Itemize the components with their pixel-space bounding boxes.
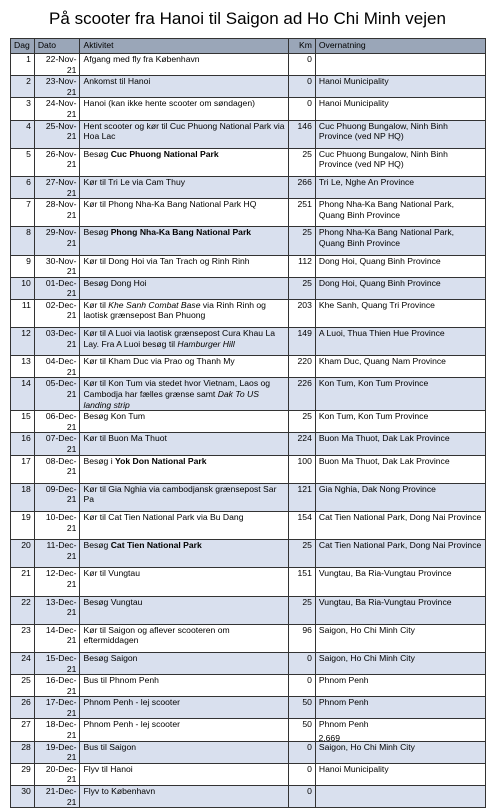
cell-dag: 30 <box>11 786 35 808</box>
aktivitet-text: Flyv til Hanoi <box>83 763 133 774</box>
cell-aktivitet <box>80 697 288 719</box>
cell-aktivitet <box>80 675 288 697</box>
cell-km: 220 <box>288 356 315 378</box>
cell-overnatning: Tri Le, Nghe An Province <box>315 176 485 198</box>
aktivitet-text: Besøg <box>83 227 111 238</box>
cell-aktivitet <box>80 455 288 483</box>
table-row <box>11 299 486 327</box>
cell-km: 203 <box>288 299 315 327</box>
cell-overnatning: Gia Nghia, Dak Nong Province <box>315 483 485 511</box>
cell-dato: 04-Dec-21 <box>34 356 80 378</box>
cell-dato: 10-Dec-21 <box>34 511 80 539</box>
cell-aktivitet <box>80 199 288 227</box>
table-row <box>11 675 486 697</box>
cell-km: 224 <box>288 433 315 455</box>
aktivitet-text: Flyv to København <box>83 786 156 797</box>
table-row <box>11 511 486 539</box>
cell-dato: 30-Nov-21 <box>34 255 80 277</box>
aktivitet-text: Kør til Kon Tum via stedet hvor Vietnam, Laos og Cambodja har fælles grænse samt <box>83 378 271 400</box>
aktivitet-text: via Rinh Rinh og laotisk grænsepost Ban Phuong <box>83 299 266 321</box>
aktivitet-text: Kør til A Luoi via laotisk grænsepost Cura Khau La Lay. Fra A Luoi besøg til <box>83 328 276 349</box>
cell-dato: 15-Dec-21 <box>34 652 80 674</box>
cell-dato: 12-Dec-21 <box>34 568 80 596</box>
cell-dato: 24-Nov-21 <box>34 98 80 120</box>
cell-dag: 5 <box>11 148 35 176</box>
cell-aktivitet <box>80 652 288 674</box>
aktivitet-text: Hent scooter og kør til Cuc Phuong National Park via Hoa Lac <box>83 120 285 142</box>
cell-km: 50 <box>288 719 315 741</box>
cell-km: 154 <box>288 511 315 539</box>
cell-aktivitet <box>80 378 288 411</box>
aktivitet-text: Dak To US landing strip <box>83 389 259 410</box>
table-row <box>11 568 486 596</box>
table-row <box>11 227 486 255</box>
cell-km: 25 <box>288 596 315 624</box>
cell-dag: 9 <box>11 255 35 277</box>
table-row <box>11 411 486 433</box>
cell-overnatning: Phnom Penh <box>315 697 485 719</box>
cell-dato: 11-Dec-21 <box>34 540 80 568</box>
cell-aktivitet <box>80 763 288 785</box>
cell-dato: 26-Nov-21 <box>34 148 80 176</box>
cell-km: 226 <box>288 378 315 411</box>
aktivitet-text: Besøg i <box>83 455 115 466</box>
cell-dag: 7 <box>11 199 35 227</box>
cell-aktivitet <box>80 568 288 596</box>
cell-overnatning: Cuc Phuong Bungalow, Ninh Binh Province (ved NP HQ) <box>315 148 485 176</box>
cell-dag: 16 <box>11 433 35 455</box>
cell-km: 0 <box>288 741 315 763</box>
aktivitet-text: Kør til Buon Ma Thuot <box>83 433 167 444</box>
table-row <box>11 356 486 378</box>
cell-km: 266 <box>288 176 315 198</box>
cell-km: 25 <box>288 540 315 568</box>
cell-dato: 01-Dec-21 <box>34 277 80 299</box>
cell-dato: 02-Dec-21 <box>34 299 80 327</box>
cell-overnatning <box>315 54 485 76</box>
aktivitet-text: Cuc Phuong National Park <box>110 148 219 159</box>
cell-aktivitet <box>80 277 288 299</box>
cell-dato: 09-Dec-21 <box>34 483 80 511</box>
cell-dag: 11 <box>11 299 35 327</box>
cell-overnatning: Vungtau, Ba Ria-Vungtau Province <box>315 596 485 624</box>
total-km: 2.669 <box>318 733 340 743</box>
table-row <box>11 54 486 76</box>
cell-dag: 10 <box>11 277 35 299</box>
header-overnatning: Overnatning <box>315 39 485 54</box>
table-row <box>11 596 486 624</box>
cell-overnatning <box>315 786 485 808</box>
cell-overnatning: Cuc Phuong Bungalow, Ninh Binh Province (ved NP HQ) <box>315 120 485 148</box>
cell-dato: 17-Dec-21 <box>34 697 80 719</box>
table-row <box>11 652 486 674</box>
table-row <box>11 455 486 483</box>
cell-dag: 15 <box>11 411 35 433</box>
cell-aktivitet <box>80 176 288 198</box>
table-row <box>11 540 486 568</box>
table-row <box>11 120 486 148</box>
header-km: Km <box>288 39 315 54</box>
cell-overnatning: A Luoi, Thua Thien Hue Province <box>315 328 485 356</box>
cell-overnatning: Buon Ma Thuot, Dak Lak Province <box>315 455 485 483</box>
aktivitet-text: Kør til Saigon og aflever scooteren om eftermiddagen <box>83 624 230 646</box>
cell-dag: 14 <box>11 378 35 411</box>
cell-dato: 08-Dec-21 <box>34 455 80 483</box>
cell-km: 25 <box>288 148 315 176</box>
cell-overnatning: Phnom Penh <box>315 675 485 697</box>
cell-dag: 8 <box>11 227 35 255</box>
cell-overnatning: Dong Hoi, Quang Binh Province <box>315 277 485 299</box>
aktivitet-text: Bus til Phnom Penh <box>83 675 159 686</box>
cell-overnatning: Cat Tien National Park, Dong Nai Province <box>315 540 485 568</box>
table-row <box>11 76 486 98</box>
aktivitet-text: Kør til Cat Tien National Park via Bu Dang <box>83 511 244 522</box>
cell-dag: 17 <box>11 455 35 483</box>
cell-dato: 05-Dec-21 <box>34 378 80 411</box>
cell-aktivitet <box>80 120 288 148</box>
cell-overnatning: Phong Nha-Ka Bang National Park, Quang Binh Province <box>315 227 485 255</box>
cell-dag: 2 <box>11 76 35 98</box>
cell-km: 251 <box>288 199 315 227</box>
cell-dag: 12 <box>11 328 35 356</box>
cell-dato: 23-Nov-21 <box>34 76 80 98</box>
cell-km: 25 <box>288 411 315 433</box>
aktivitet-text: Bus til Saigon <box>83 741 137 752</box>
cell-overnatning: Vungtau, Ba Ria-Vungtau Province <box>315 568 485 596</box>
cell-km: 112 <box>288 255 315 277</box>
aktivitet-text: Khe Sanh Combat Base <box>108 299 201 310</box>
cell-aktivitet <box>80 148 288 176</box>
cell-km: 121 <box>288 483 315 511</box>
cell-aktivitet <box>80 540 288 568</box>
cell-overnatning: Saigon, Ho Chi Minh City <box>315 741 485 763</box>
cell-overnatning: Hanoi Municipality <box>315 76 485 98</box>
table-row <box>11 624 486 652</box>
table-row <box>11 148 486 176</box>
cell-aktivitet <box>80 255 288 277</box>
cell-aktivitet <box>80 98 288 120</box>
aktivitet-text: Kør til Phong Nha-Ka Bang National Park HQ <box>83 199 257 210</box>
cell-overnatning: Kham Duc, Quang Nam Province <box>315 356 485 378</box>
aktivitet-text: Besøg <box>83 148 111 159</box>
cell-dato: 03-Dec-21 <box>34 328 80 356</box>
header-dato: Dato <box>34 39 80 54</box>
cell-overnatning: Dong Hoi, Quang Binh Province <box>315 255 485 277</box>
table-row <box>11 378 486 411</box>
cell-aktivitet <box>80 54 288 76</box>
cell-km: 50 <box>288 697 315 719</box>
document-title: På scooter fra Hanoi til Saigon ad Ho Chi Minh vejen <box>49 9 446 28</box>
cell-overnatning: Phong Nha-Ka Bang National Park, Quang Binh Province <box>315 199 485 227</box>
cell-km: 0 <box>288 98 315 120</box>
aktivitet-text: Phnom Penh - lej scooter <box>83 719 180 730</box>
cell-km: 0 <box>288 76 315 98</box>
cell-dag: 4 <box>11 120 35 148</box>
table-row <box>11 719 486 741</box>
aktivitet-text: Kør til Kham Duc via Prao og Thanh My <box>83 356 235 367</box>
itinerary-body <box>11 54 486 808</box>
cell-dag: 27 <box>11 719 35 741</box>
itinerary-table <box>10 38 486 808</box>
cell-dag: 1 <box>11 54 35 76</box>
cell-overnatning: Cat Tien National Park, Dong Nai Province <box>315 511 485 539</box>
aktivitet-text: Hamburger Hill <box>177 338 235 349</box>
aktivitet-text: Besøg Kon Tum <box>83 411 146 422</box>
cell-aktivitet <box>80 624 288 652</box>
cell-dag: 13 <box>11 356 35 378</box>
cell-km: 96 <box>288 624 315 652</box>
cell-aktivitet <box>80 786 288 808</box>
cell-dag: 3 <box>11 98 35 120</box>
cell-dato: 19-Dec-21 <box>34 741 80 763</box>
cell-dato: 25-Nov-21 <box>34 120 80 148</box>
aktivitet-text: Ankomst til Hanoi <box>83 76 151 87</box>
table-row <box>11 199 486 227</box>
aktivitet-text: Hanoi (kan ikke hente scooter om søndagen) <box>83 98 255 109</box>
cell-aktivitet <box>80 227 288 255</box>
cell-dato: 29-Nov-21 <box>34 227 80 255</box>
cell-dag: 28 <box>11 741 35 763</box>
cell-dato: 21-Dec-21 <box>34 786 80 808</box>
cell-km: 100 <box>288 455 315 483</box>
table-row <box>11 328 486 356</box>
aktivitet-text: Phnom Penh - lej scooter <box>83 697 180 708</box>
cell-dag: 18 <box>11 483 35 511</box>
cell-dag: 19 <box>11 511 35 539</box>
cell-dato: 22-Nov-21 <box>34 54 80 76</box>
cell-km: 0 <box>288 675 315 697</box>
cell-aktivitet <box>80 596 288 624</box>
cell-km: 149 <box>288 328 315 356</box>
table-row <box>11 277 486 299</box>
cell-dato: 20-Dec-21 <box>34 763 80 785</box>
cell-aktivitet <box>80 511 288 539</box>
cell-aktivitet <box>80 328 288 356</box>
cell-km: 0 <box>288 652 315 674</box>
aktivitet-text: Yok Don National Park <box>115 455 207 466</box>
cell-overnatning: Saigon, Ho Chi Minh City <box>315 624 485 652</box>
cell-dag: 6 <box>11 176 35 198</box>
cell-dag: 21 <box>11 568 35 596</box>
cell-km: 151 <box>288 568 315 596</box>
cell-dato: 27-Nov-21 <box>34 176 80 198</box>
cell-aktivitet <box>80 76 288 98</box>
cell-aktivitet <box>80 433 288 455</box>
table-row <box>11 763 486 785</box>
cell-km: 0 <box>288 54 315 76</box>
aktivitet-text: Kør til <box>83 299 109 310</box>
cell-overnatning: Phnom Penh <box>315 719 485 741</box>
cell-km: 0 <box>288 786 315 808</box>
table-row <box>11 176 486 198</box>
table-row <box>11 255 486 277</box>
header-dag: Dag <box>11 39 35 54</box>
cell-dag: 23 <box>11 624 35 652</box>
cell-dato: 07-Dec-21 <box>34 433 80 455</box>
cell-overnatning: Saigon, Ho Chi Minh City <box>315 652 485 674</box>
cell-aktivitet <box>80 741 288 763</box>
cell-dato: 13-Dec-21 <box>34 596 80 624</box>
cell-aktivitet <box>80 299 288 327</box>
cell-dato: 18-Dec-21 <box>34 719 80 741</box>
cell-dato: 06-Dec-21 <box>34 411 80 433</box>
cell-aktivitet <box>80 483 288 511</box>
cell-dag: 26 <box>11 697 35 719</box>
table-row <box>11 98 486 120</box>
cell-overnatning: Hanoi Municipality <box>315 763 485 785</box>
aktivitet-text: Besøg Dong Hoi <box>83 277 147 288</box>
table-row <box>11 483 486 511</box>
aktivitet-text: Besøg Vungtau <box>83 596 143 607</box>
cell-dato: 14-Dec-21 <box>34 624 80 652</box>
aktivitet-text: Afgang med fly fra København <box>83 54 200 64</box>
aktivitet-text: Phong Nha-Ka Bang National Park <box>110 227 252 238</box>
header-aktivitet: Aktivitet <box>80 39 288 54</box>
cell-overnatning: Buon Ma Thuot, Dak Lak Province <box>315 433 485 455</box>
aktivitet-text: Besøg Saigon <box>83 652 138 663</box>
cell-km: 0 <box>288 763 315 785</box>
cell-aktivitet <box>80 719 288 741</box>
table-row <box>11 433 486 455</box>
cell-aktivitet <box>80 356 288 378</box>
aktivitet-text: Kør til Vungtau <box>83 568 140 579</box>
cell-km: 25 <box>288 277 315 299</box>
aktivitet-text: Cat Tien National Park <box>110 540 202 551</box>
cell-overnatning: Khe Sanh, Quang Tri Province <box>315 299 485 327</box>
aktivitet-text: Besøg <box>83 540 111 551</box>
cell-dag: 22 <box>11 596 35 624</box>
cell-overnatning: Kon Tum, Kon Tum Province <box>315 411 485 433</box>
table-row <box>11 697 486 719</box>
table-row <box>11 741 486 763</box>
cell-km: 25 <box>288 227 315 255</box>
aktivitet-text: Kør til Dong Hoi via Tan Trach og Rinh Rinh <box>83 255 250 266</box>
cell-overnatning: Hanoi Municipality <box>315 98 485 120</box>
cell-km: 146 <box>288 120 315 148</box>
table-header-row <box>11 39 486 54</box>
aktivitet-text: Kør til Tri Le via Cam Thuy <box>83 176 186 187</box>
cell-dag: 24 <box>11 652 35 674</box>
cell-dato: 28-Nov-21 <box>34 199 80 227</box>
cell-dag: 20 <box>11 540 35 568</box>
table-row <box>11 786 486 808</box>
cell-aktivitet <box>80 411 288 433</box>
aktivitet-text: Kør til Gia Nghia via cambodjansk grænsepost Sar Pa <box>83 483 277 505</box>
cell-overnatning: Kon Tum, Kon Tum Province <box>315 378 485 411</box>
cell-dag: 25 <box>11 675 35 697</box>
cell-dato: 16-Dec-21 <box>34 675 80 697</box>
cell-dag: 29 <box>11 763 35 785</box>
